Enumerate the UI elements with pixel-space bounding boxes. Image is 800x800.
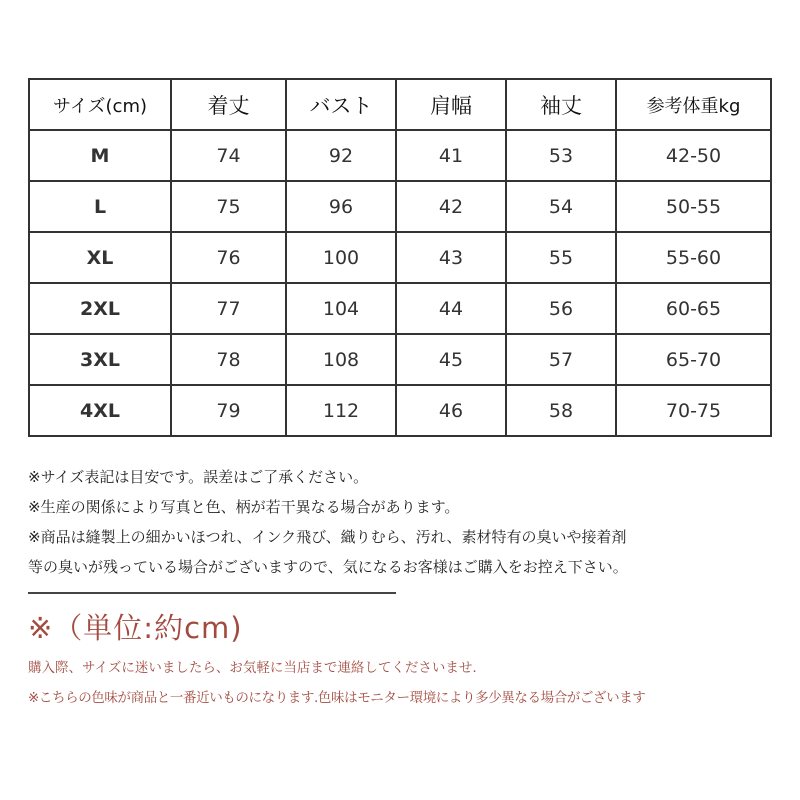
value-cell: 43	[396, 232, 506, 283]
header-shoulder: 肩幅	[396, 79, 506, 130]
value-cell: 54	[506, 181, 616, 232]
size-cell: M	[29, 130, 171, 181]
table-row	[29, 130, 771, 181]
size-cell: XL	[29, 232, 171, 283]
value-cell: 76	[171, 232, 286, 283]
value-cell: 55-60	[616, 232, 771, 283]
size-cell: L	[29, 181, 171, 232]
note-line: ※サイズ表記は目安です。誤差はご了承ください。	[28, 468, 369, 486]
header-length: 着丈	[171, 79, 286, 130]
table-row	[29, 334, 771, 385]
value-cell: 55	[506, 232, 616, 283]
header-sleeve: 袖丈	[506, 79, 616, 130]
value-cell: 41	[396, 130, 506, 181]
value-cell: 70-75	[616, 385, 771, 436]
size-cell: 2XL	[29, 283, 171, 334]
value-cell: 96	[286, 181, 396, 232]
notes	[28, 462, 628, 582]
note-line: ※商品は縫製上の細かいほつれ、インク飛び、織りむら、汚れ、素材特有の臭いや接着剤	[28, 528, 627, 546]
value-cell: 79	[171, 385, 286, 436]
table-row	[29, 283, 771, 334]
divider	[28, 592, 396, 594]
value-cell: 65-70	[616, 334, 771, 385]
value-cell: 53	[506, 130, 616, 181]
value-cell: 56	[506, 283, 616, 334]
size-cell: 4XL	[29, 385, 171, 436]
value-cell: 57	[506, 334, 616, 385]
size-chart-table	[28, 78, 772, 437]
header-bust: バスト	[286, 79, 396, 130]
table-row	[29, 232, 771, 283]
table-header-row	[29, 79, 771, 130]
value-cell: 44	[396, 283, 506, 334]
value-cell: 74	[171, 130, 286, 181]
value-cell: 92	[286, 130, 396, 181]
value-cell: 42-50	[616, 130, 771, 181]
value-cell: 77	[171, 283, 286, 334]
color-note: ※こちらの色味が商品と一番近いものになります.色味はモニター環境により多少異なる場合がございます	[28, 690, 646, 706]
value-cell: 108	[286, 334, 396, 385]
value-cell: 78	[171, 334, 286, 385]
value-cell: 75	[171, 181, 286, 232]
contact-note: 購入際、サイズに迷いましたら、お気軽に当店まで連絡してくださいませ.	[28, 660, 477, 676]
value-cell: 104	[286, 283, 396, 334]
value-cell: 60-65	[616, 283, 771, 334]
value-cell: 45	[396, 334, 506, 385]
note-line: ※生産の関係により写真と色、柄が若干異なる場合があります。	[28, 498, 460, 516]
value-cell: 50-55	[616, 181, 771, 232]
table-row	[29, 385, 771, 436]
value-cell: 112	[286, 385, 396, 436]
value-cell: 100	[286, 232, 396, 283]
header-weight: 参考体重kg	[616, 79, 771, 130]
table-row	[29, 181, 771, 232]
unit-title: ※（単位:約cm)	[28, 611, 243, 645]
size-cell: 3XL	[29, 334, 171, 385]
note-line: 等の臭いが残っている場合がございますので、気になるお客様はご購入をお控え下さい。	[28, 558, 628, 576]
header-size: サイズ(cm)	[29, 79, 171, 130]
value-cell: 42	[396, 181, 506, 232]
value-cell: 46	[396, 385, 506, 436]
value-cell: 58	[506, 385, 616, 436]
